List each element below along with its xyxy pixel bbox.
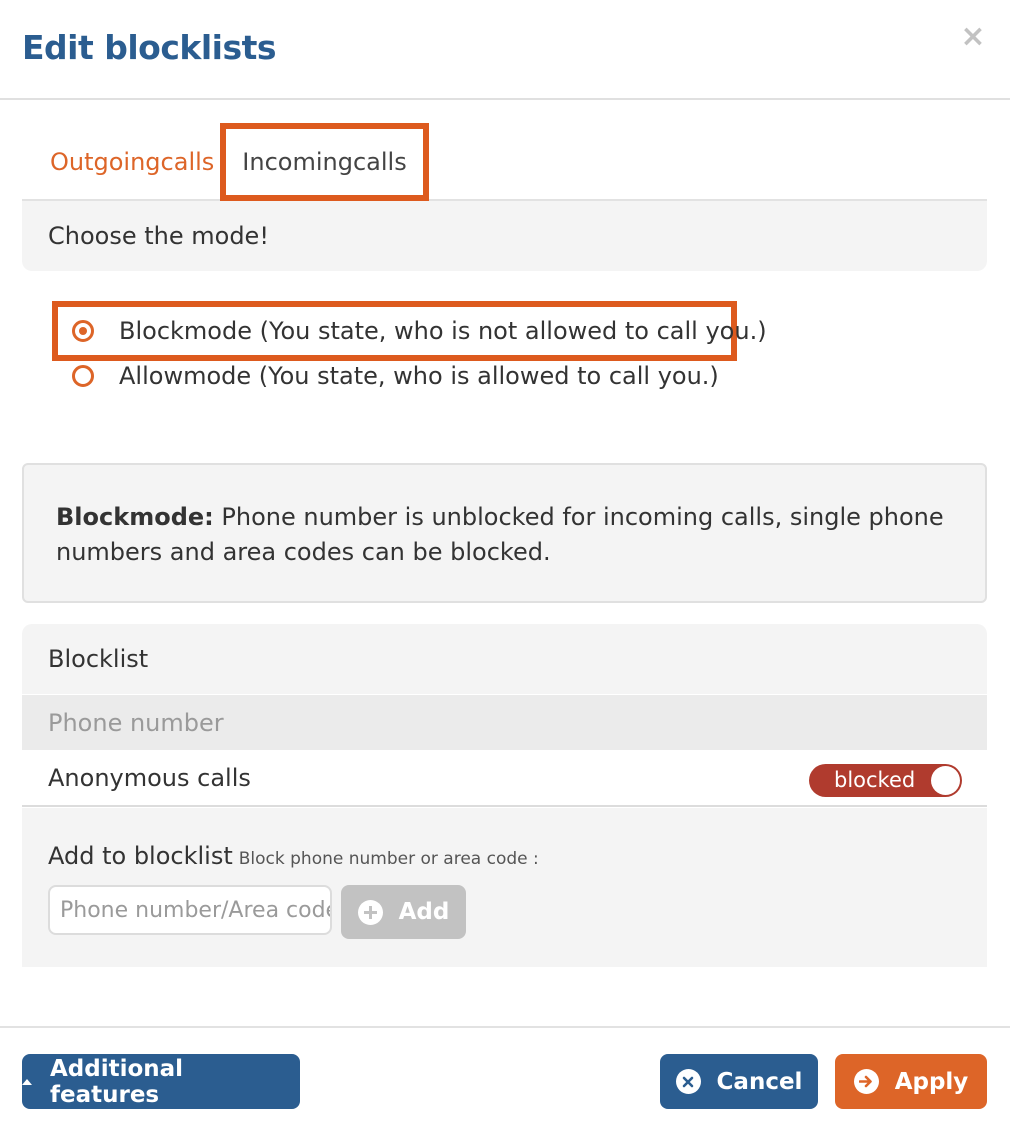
toggle-knob — [931, 766, 960, 795]
close-circle-icon — [676, 1069, 701, 1094]
add-hint: Block phone number or area code : — [238, 849, 539, 869]
mode-info-box — [22, 463, 987, 603]
phone-number-input[interactable] — [48, 885, 332, 935]
anonymous-calls-label: Anonymous calls — [48, 764, 251, 792]
radio-checked-icon[interactable] — [72, 320, 94, 342]
close-icon[interactable]: × — [960, 19, 986, 54]
arrow-right-circle-icon — [854, 1069, 879, 1094]
phone-number-column-header: Phone number — [22, 695, 987, 750]
radio-unchecked-icon[interactable] — [72, 365, 94, 387]
add-button[interactable] — [341, 885, 466, 939]
apply-label: Apply — [894, 1068, 969, 1095]
info-description: Phone number is unblocked for incoming calls, single phone numbers and area codes can be blocked. — [56, 503, 944, 566]
footer-divider — [0, 1026, 1010, 1028]
radio-option-allowmode[interactable] — [72, 358, 719, 394]
blockmode-label: Blockmode (You state, who is not allowed to call you.) — [119, 317, 767, 345]
tab-outgoing-calls[interactable]: Outgoingcalls — [50, 148, 215, 176]
add-button-label: Add — [398, 899, 450, 925]
additional-features-label: Additional features — [50, 1055, 184, 1108]
blocklist-heading: Blocklist — [22, 624, 987, 694]
tab-incoming-calls[interactable]: Incomingcalls — [220, 123, 429, 201]
caret-up-icon — [22, 1079, 32, 1085]
plus-circle-icon — [358, 900, 383, 925]
additional-features-button[interactable] — [22, 1054, 300, 1109]
cancel-button[interactable] — [660, 1054, 818, 1109]
toggle-status-label: blocked — [834, 768, 916, 792]
add-label-text: Add to blocklist — [48, 842, 233, 870]
table-row — [22, 751, 987, 807]
add-to-blocklist-label — [48, 842, 539, 870]
mode-heading: Choose the mode! — [22, 201, 987, 271]
tab-bar — [22, 123, 987, 201]
info-mode-name: Blockmode: — [56, 503, 214, 531]
blocked-toggle[interactable] — [809, 764, 962, 797]
radio-option-blockmode[interactable] — [72, 313, 767, 349]
allowmode-label: Allowmode (You state, who is allowed to call you.) — [119, 362, 719, 390]
dialog-header — [0, 0, 1010, 100]
add-to-blocklist-panel — [22, 808, 987, 967]
apply-button[interactable] — [835, 1054, 987, 1109]
dialog-title: Edit blocklists — [22, 28, 277, 67]
cancel-label: Cancel — [716, 1068, 803, 1095]
